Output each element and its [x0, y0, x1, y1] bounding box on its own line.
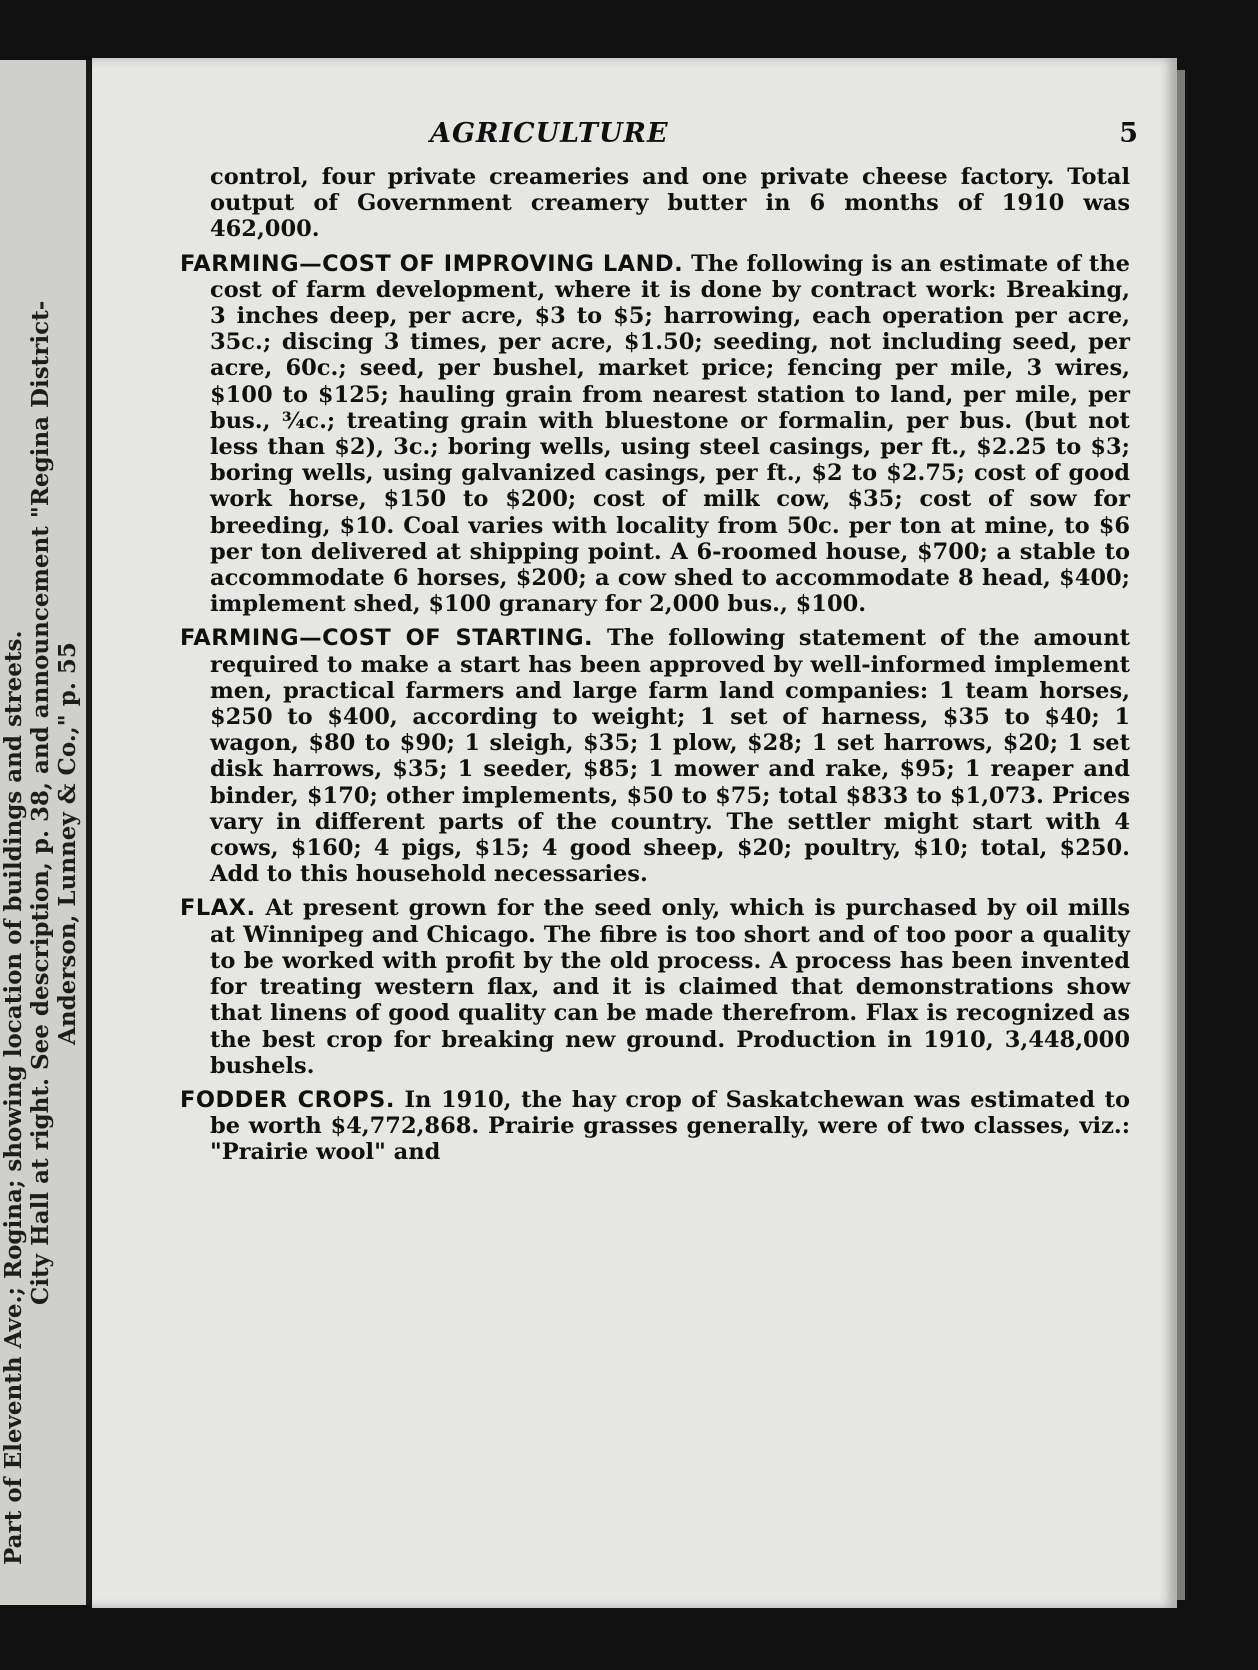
entry-body: The following statement of the amount required to make a start has been approved by well-informed implement men, practical farmers and large farm land companies: 1 team horses, $250 to $400, according to weight; 1 set of harness, $35 to $40; 1 wagon, $80 to $90; 1 sleigh, $35; 1 plow, $28; 1 set harrows, $20; 1 set disk harrows, $35; 1 seeder, $85; 1 mower and rake, $95; 1 reaper and binder, $170; other implements, $50 to $75; total $833 to $1,073. Prices vary in different parts of the country. The settler might start with 4 cows, $160; 4 pigs, $15; 4 good sheep, $20; poultry, $10; total, $250. Add to this household necessaries. — [210, 625, 1130, 888]
left-page-caption — [0, 60, 86, 1605]
entry-heading: FARMING—COST OF IMPROVING LAND. — [180, 250, 684, 277]
intro-paragraph: control, four private creameries and one private cheese factory. Total output of Government creamery butter in 6 months of 1910 was 462,000. — [210, 164, 1130, 243]
caption-line: Part of Eleventh Ave.; Rogina; showing location of buildings and streets. — [0, 630, 27, 1565]
entry-body: In 1910, the hay crop of Saskatchewan was estimated to be worth $4,772,868. Prairie grasses generally, were of two classes, viz.: "Prairie wool" and — [210, 1086, 1130, 1166]
right-page — [92, 58, 1177, 1608]
caption-line: Anderson, Lunney & Co.," p. 55 — [54, 642, 81, 1045]
entry-heading: FODDER CROPS. — [180, 1086, 395, 1113]
page-header — [180, 118, 1138, 164]
entry-heading: FLAX. — [180, 895, 256, 922]
page-content — [180, 118, 1138, 1174]
entry-farming-improving-land — [180, 251, 1130, 618]
entry-fodder-crops — [180, 1087, 1130, 1166]
page-edge-shadow — [1177, 70, 1185, 1600]
entry-heading: FARMING—COST OF STARTING. — [180, 625, 594, 652]
entry-farming-starting — [180, 625, 1130, 887]
left-page-fragment — [0, 60, 91, 1605]
entry-body: At present grown for the seed only, which is purchased by oil mills at Winnipeg and Chicago. The fibre is too short and of too poor a quality to be worked with profit by the old process. A process has been invented for treating western flax, and it is claimed that demonstrations show that linens of good quality can be made therefrom. Flax is recognized as the best crop for breaking new ground. Production in 1910, 3,448,000 bushels. — [210, 895, 1130, 1079]
page-number: 5 — [1119, 118, 1138, 149]
entry-flax — [180, 895, 1130, 1078]
entry-body: The following is an estimate of the cost of farm development, where it is done by contract work: Breaking, 3 inches deep, per acre, $3 to $5; harrowing, each operation per acre, 35c.; discing 3 times, per acre, $1.50; seeding, not including seed, per acre, 60c.; seed, per bushel, market price; fencing per mile, 3 wires, $100 to $125; hauling grain from nearest station to land, per mile, per bus., ¾c.; treating grain with bluestone or formalin, per bus. (but not less than $2), 3c.; boring wells, using steel casings, per ft., $2.25 to $3; boring wells, using galvanized casings, per ft., $2 to $2.75; cost of good work horse, $150 to $200; cost of milk cow, $35; cost of sow for breeding, $10. Coal varies with locality from 50c. per ton at mine, to $6 per ton delivered at shipping point. A 6-roomed house, $700; a stable to accommodate 6 horses, $200; a cow shed to accommodate 8 head, $400; implement shed, $100 granary for 2,000 bus., $100. — [210, 250, 1130, 618]
running-head: AGRICULTURE — [430, 118, 669, 149]
caption-line: City Hall at right. See description, p. 38, and announcement "Regina District- — [27, 300, 54, 1305]
